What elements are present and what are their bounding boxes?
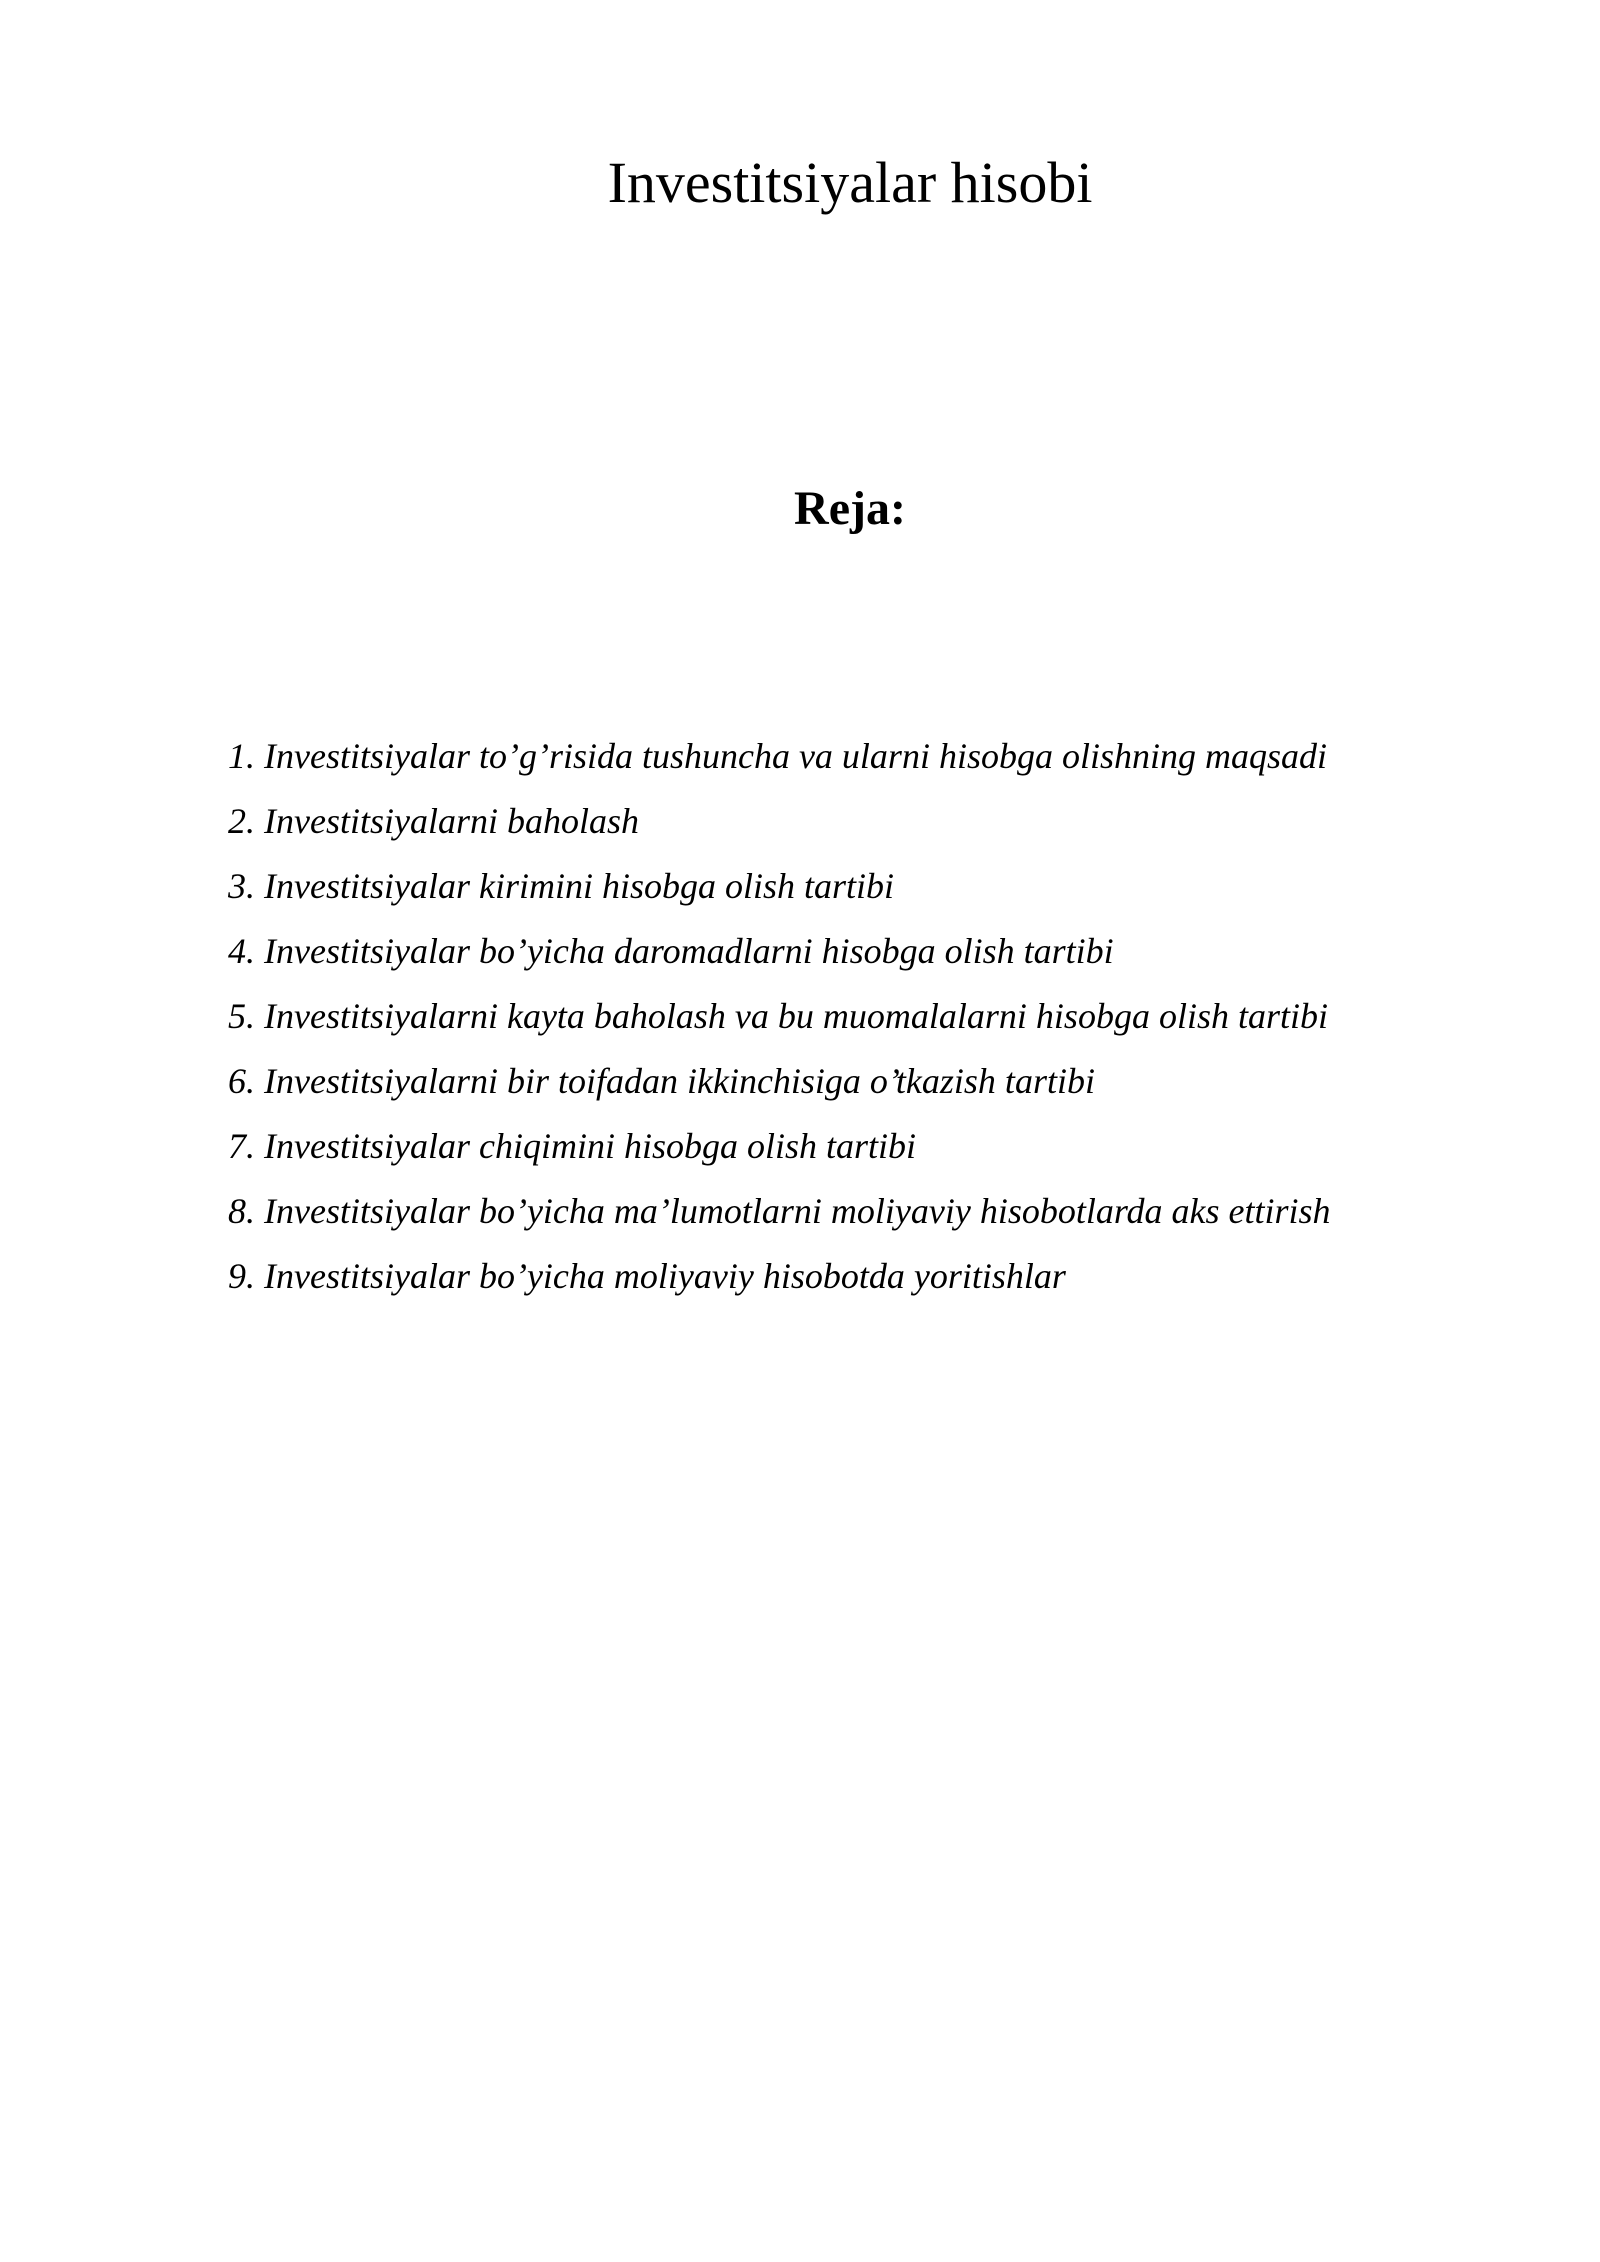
document-title: Investitsiyalar hisobi <box>607 150 1093 215</box>
plan-item: 7. Investitsiyalar chiqimini hisobga olish tartibi <box>228 1126 916 1166</box>
plan-item: 3. Investitsiyalar kirimini hisobga olish tartibi <box>228 866 894 906</box>
plan-item: 4. Investitsiyalar bo’yicha daromadlarni hisobga olish tartibi <box>228 931 1114 971</box>
plan-item: 2. Investitsiyalarni baholash <box>228 801 639 841</box>
plan-item: 5. Investitsiyalarni kayta baholash va bu muomalalarni hisobga olish tartibi <box>228 996 1328 1036</box>
plan-heading: Reja: <box>794 482 906 535</box>
plan-item: 8. Investitsiyalar bo’yicha ma’lumotlarni moliyaviy hisobotlarda aks ettirish <box>228 1191 1331 1231</box>
plan-list <box>228 724 1528 1309</box>
plan-item: 1. Investitsiyalar to’g’risida tushuncha va ularni hisobga olishning maqsadi <box>228 736 1327 776</box>
plan-item: 9. Investitsiyalar bo’yicha moliyaviy hisobotda yoritishlar <box>228 1256 1066 1296</box>
plan-item: 6. Investitsiyalarni bir toifadan ikkinchisiga o’tkazish tartibi <box>228 1061 1095 1101</box>
